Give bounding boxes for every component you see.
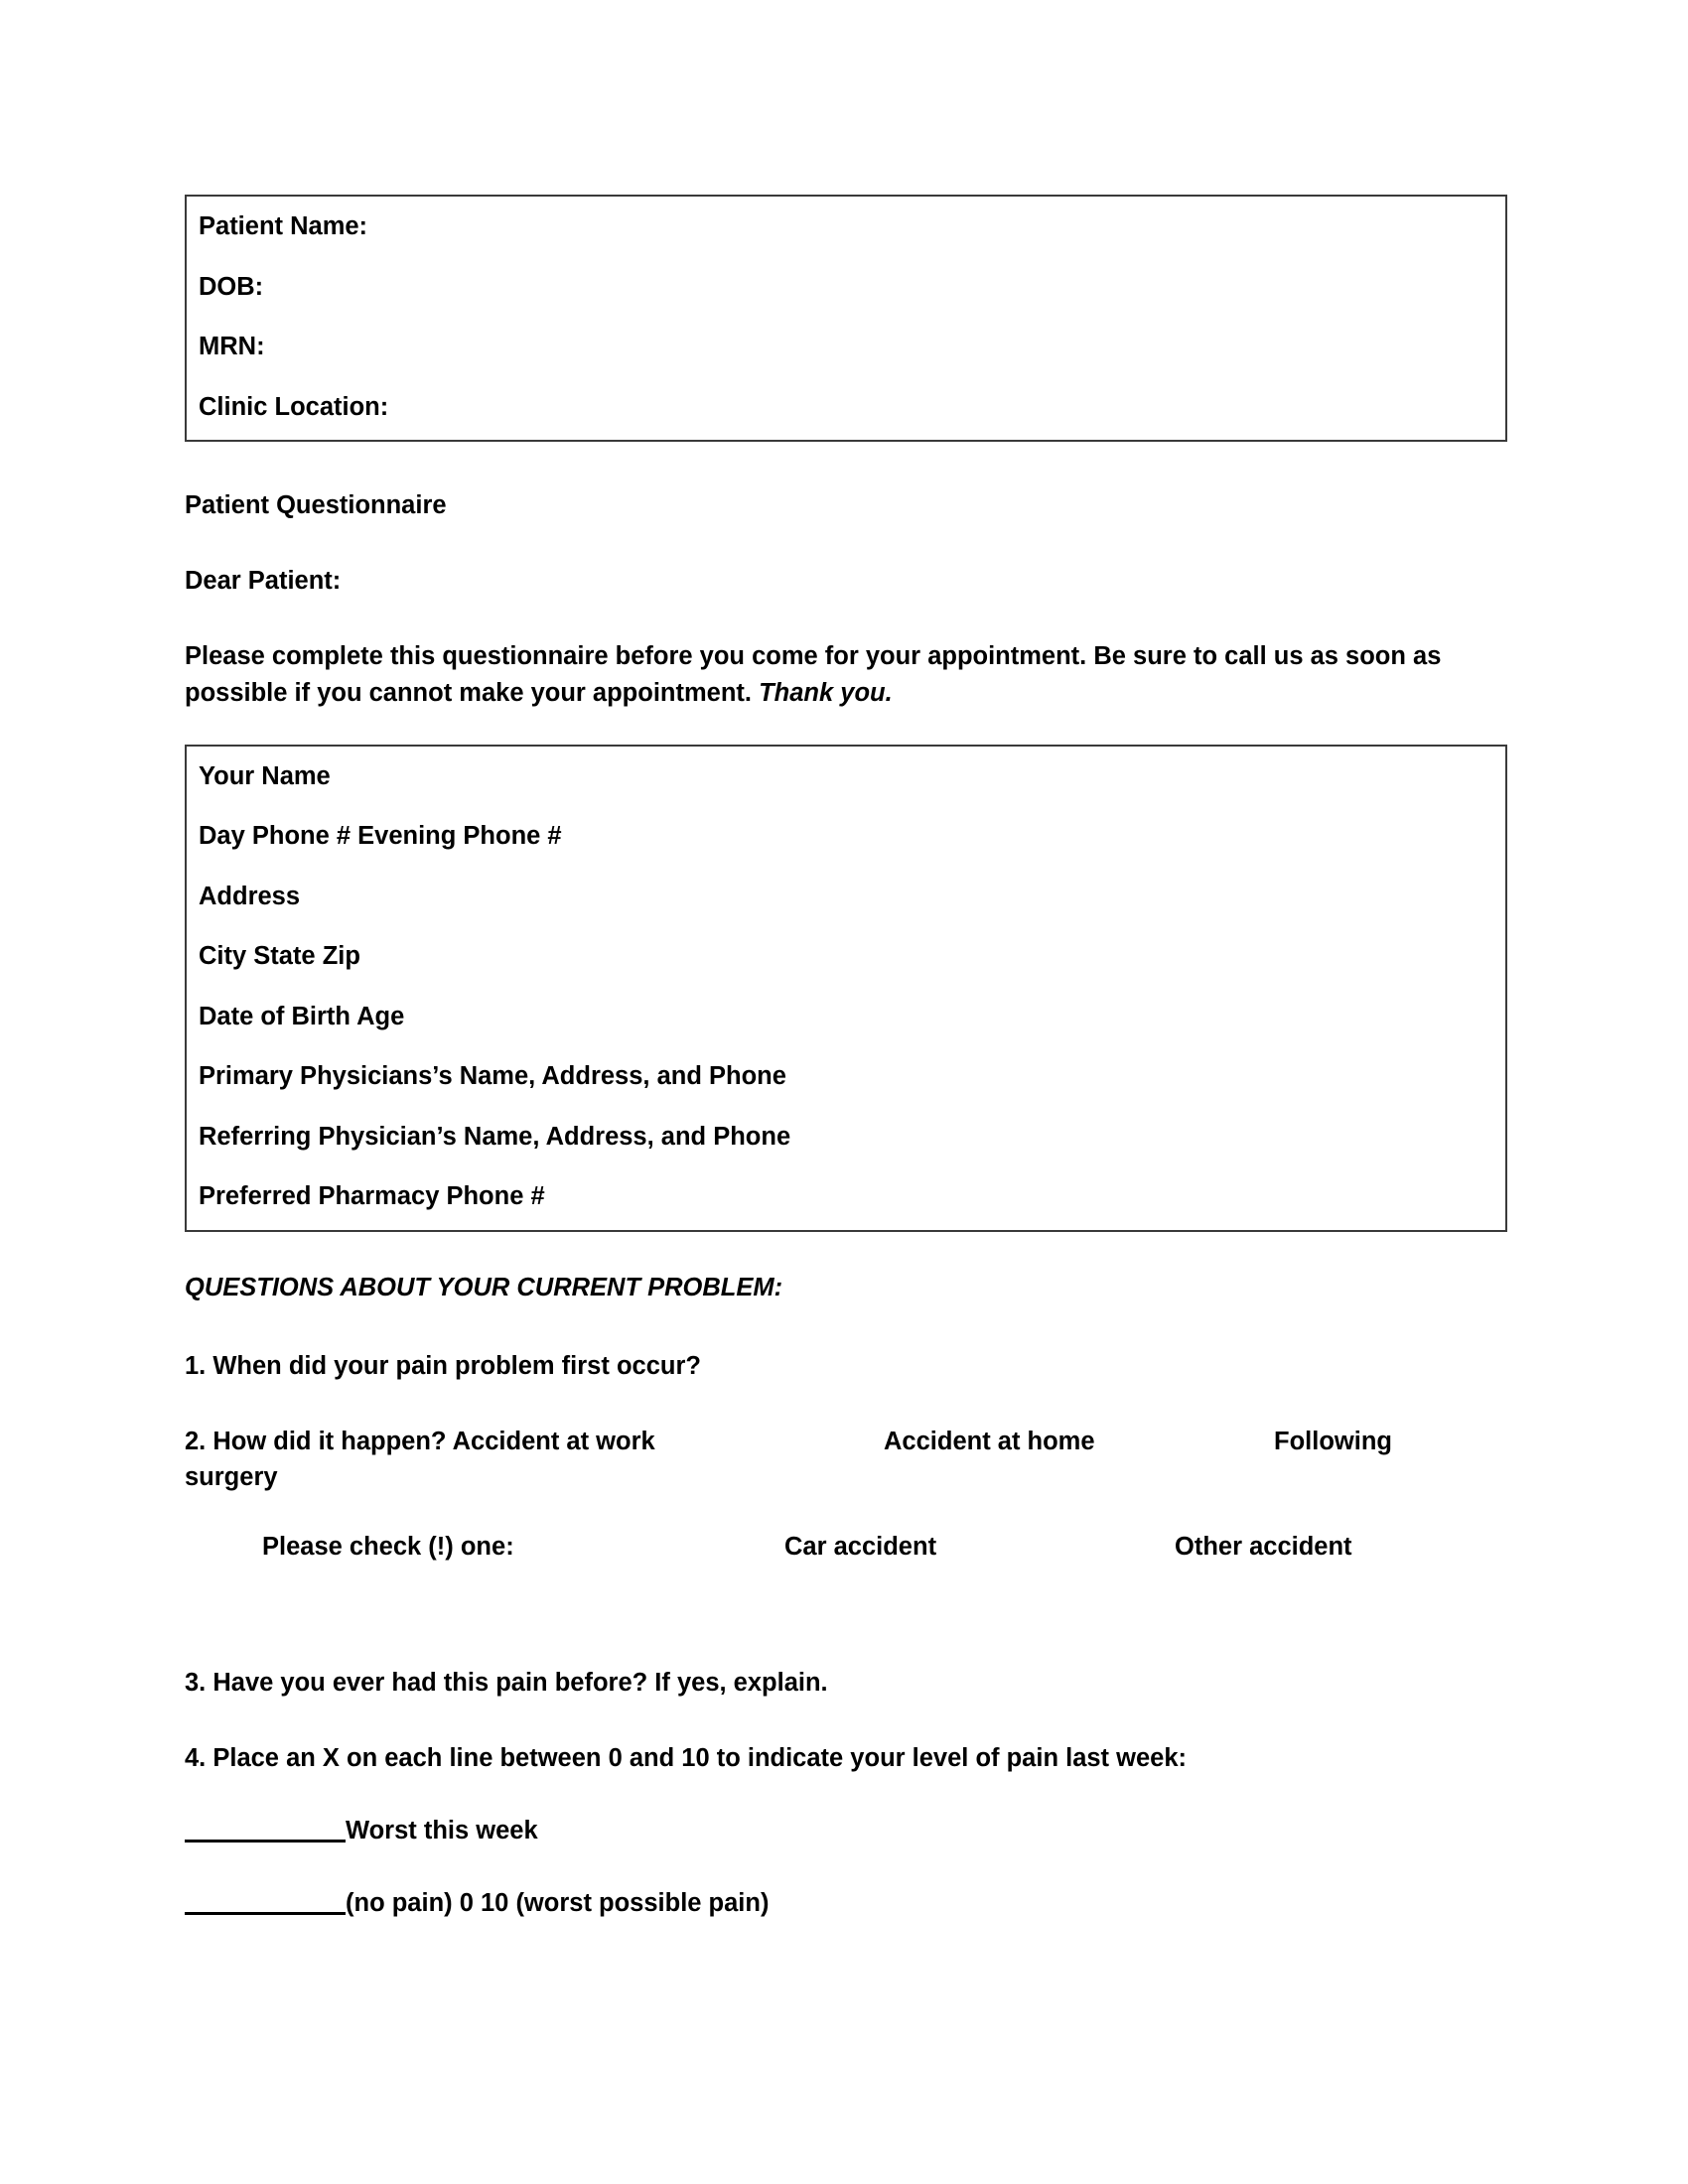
intro-paragraph-text: Please complete this questionnaire before you come for your appointment. Be sure to call us as soon as possible if you cannot make your appointment. [185, 642, 1442, 707]
document-content [185, 195, 1507, 1921]
field-your-name: Your Name [199, 761, 331, 790]
pain-line-scale-label: (no pain) 0 10 (worst possible pain) [346, 1889, 770, 1918]
field-referring-physician: Referring Physician’s Name, Address, and Phone [199, 1122, 791, 1151]
question-4: 4. Place an X on each line between 0 and 10 to indicate your level of pain last week: [185, 1743, 1188, 1772]
pain-scale-blank-2[interactable] [185, 1889, 346, 1915]
question-1: 1. When did your pain problem first occur? [185, 1351, 701, 1380]
question-2-options-row [185, 1424, 1507, 1459]
field-preferred-pharmacy: Preferred Pharmacy Phone # [199, 1182, 545, 1211]
field-clinic-location: Clinic Location: [199, 392, 389, 421]
salutation: Dear Patient: [185, 567, 342, 596]
check-one-instruction: Please check (!) one: [262, 1533, 514, 1562]
patient-identifier-box [185, 195, 1507, 442]
pain-line-scale[interactable] [185, 1885, 1507, 1921]
demographics-box [185, 745, 1507, 1232]
field-date-of-birth-age: Date of Birth Age [199, 1002, 405, 1030]
questions-section-heading: QUESTIONS ABOUT YOUR CURRENT PROBLEM: [185, 1273, 783, 1301]
pain-line-worst-this-week[interactable] [185, 1813, 1507, 1848]
question-2-wrap-surgery: surgery [185, 1463, 278, 1492]
field-mrn: MRN: [199, 333, 265, 360]
field-primary-physician: Primary Physicians’s Name, Address, and Phone [199, 1062, 786, 1091]
option-accident-at-home[interactable]: Accident at home [884, 1428, 1095, 1456]
check-one-row [185, 1529, 1507, 1565]
option-car-accident[interactable]: Car accident [784, 1533, 937, 1562]
field-address: Address [199, 882, 301, 910]
field-city-state-zip: City State Zip [199, 942, 360, 971]
intro-thank-you: Thank you. [759, 678, 893, 707]
pain-scale-blank-1[interactable] [185, 1817, 346, 1843]
option-other-accident[interactable]: Other accident [1175, 1533, 1352, 1562]
question-2-prompt: 2. How did it happen? Accident at work [185, 1428, 655, 1456]
pain-line-worst-label: Worst this week [346, 1817, 538, 1845]
questionnaire-heading: Patient Questionnaire [185, 491, 447, 519]
field-dob: DOB: [199, 272, 264, 301]
question-3: 3. Have you ever had this pain before? If yes, explain. [185, 1668, 828, 1697]
intro-paragraph [185, 638, 1507, 710]
field-patient-name: Patient Name: [199, 212, 368, 240]
option-following-surgery[interactable]: Following [1274, 1428, 1392, 1456]
field-phones: Day Phone # Evening Phone # [199, 822, 562, 851]
